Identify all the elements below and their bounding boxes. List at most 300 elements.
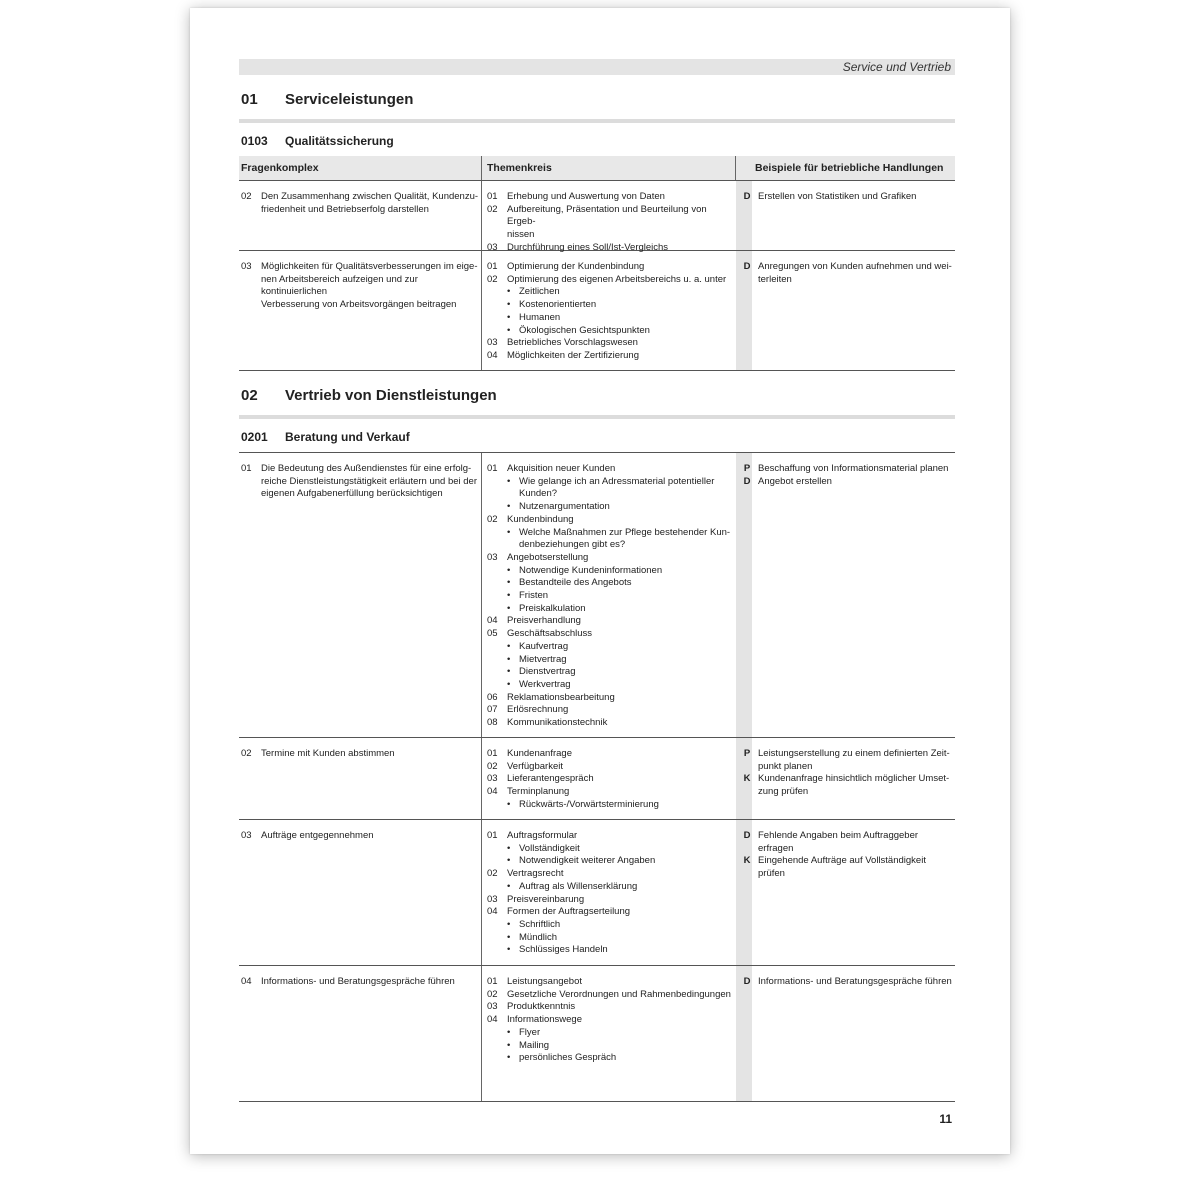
bullet-dot-icon	[507, 603, 519, 616]
topic-item	[487, 615, 736, 628]
bullet-text-line: Humanen	[519, 311, 561, 323]
topic-bullet	[487, 919, 736, 932]
bullet-dot-icon	[507, 654, 519, 667]
topics-cell	[482, 251, 736, 370]
table-row	[239, 966, 955, 1102]
question-text	[261, 976, 481, 989]
running-header: Service und Vertrieb	[239, 59, 955, 75]
topic-text-line: Preisverhandlung	[507, 615, 581, 627]
topic-text	[507, 463, 736, 476]
bullet-text-line: Kostenorientierten	[519, 299, 597, 311]
document-page	[190, 8, 1010, 1154]
action-type-letter: D	[743, 976, 751, 987]
question-text-line: friedenheit und Betriebserfolg darstellen	[261, 203, 429, 215]
topic-number: 03	[487, 551, 498, 563]
action-text	[755, 773, 955, 798]
bullet-text-line: Auftrag als Willenserklärung	[519, 880, 638, 892]
bullet-dot-icon	[507, 325, 519, 338]
topic-text-line: Verfügbarkeit	[507, 760, 563, 772]
topic-number: 04	[487, 615, 498, 627]
topic-item	[487, 261, 736, 274]
bullet-text	[519, 1040, 736, 1053]
bullet-text-line: Welche Maßnahmen zur Pflege bestehender Kun-	[519, 526, 731, 538]
bullet-dot-icon	[507, 679, 519, 692]
topic-text	[507, 274, 736, 287]
question-cell	[239, 820, 482, 965]
topic-text	[507, 1001, 736, 1014]
question-number: 03	[241, 830, 252, 841]
action-type-letter: P	[743, 463, 751, 474]
question-text	[261, 830, 481, 843]
topic-item	[487, 204, 736, 242]
topic-text	[507, 868, 736, 881]
question-text-line: eigenen Aufgabenerfüllung berücksichtigen	[261, 488, 443, 500]
action-text-line: Anregungen von Kunden aufnehmen und wei-	[758, 261, 952, 272]
topic-number: 05	[487, 628, 498, 640]
topic-item	[487, 830, 736, 843]
topic-item	[487, 274, 736, 287]
topic-number: 02	[487, 273, 498, 285]
topic-text	[507, 204, 736, 242]
question-text-line: Aufträge entgegennehmen	[261, 830, 374, 841]
bullet-text-line: Schriftlich	[519, 918, 561, 930]
topic-text	[507, 261, 736, 274]
topic-text	[507, 1014, 736, 1027]
question	[241, 830, 481, 843]
topic-bullet	[487, 501, 736, 514]
bullet-text-line: Wie gelange ich an Adressmaterial potentieller	[519, 475, 715, 487]
topics-cell	[482, 453, 736, 737]
topic-text	[507, 989, 736, 1002]
bullet-text	[519, 654, 736, 667]
action-type-letter: K	[743, 773, 751, 785]
topic-number: 03	[487, 241, 498, 253]
question	[241, 748, 481, 761]
question-number: 03	[241, 261, 252, 272]
action-item	[739, 191, 955, 204]
topic-number: 04	[487, 786, 498, 798]
subsection-heading	[239, 133, 955, 149]
question-text-line: Verbesserung von Arbeitsvorgängen beitragen	[261, 299, 457, 311]
actions-cell	[736, 181, 955, 250]
bullet-text	[519, 641, 736, 654]
topic-bullet	[487, 654, 736, 667]
topic-number: 06	[487, 691, 498, 703]
question-cell	[239, 966, 482, 1101]
topic-number: 08	[487, 717, 498, 729]
topic-text	[507, 514, 736, 527]
topic-bullet	[487, 312, 736, 325]
action-item	[739, 476, 955, 489]
bullet-dot-icon	[507, 286, 519, 299]
bullet-text	[519, 843, 736, 856]
action-text-line: Eingehende Aufträge auf Vollständigkeit prüfen	[758, 855, 926, 880]
bullet-text-line: Notwendigkeit weiterer Angaben	[519, 855, 656, 867]
bullet-text-line: Zeitlichen	[519, 286, 560, 298]
topic-item	[487, 989, 736, 1002]
topic-bullet	[487, 565, 736, 578]
topic-bullet	[487, 666, 736, 679]
question-number: 02	[241, 748, 252, 759]
bullet-text	[519, 590, 736, 603]
topic-bullet	[487, 855, 736, 868]
bullet-text-line: Mietvertrag	[519, 653, 567, 665]
bullet-text	[519, 1052, 736, 1065]
bullet-text-line: Schlüssiges Handeln	[519, 944, 608, 956]
bullet-text	[519, 881, 736, 894]
bullet-text-line: Flyer	[519, 1026, 541, 1038]
bullet-text	[519, 501, 736, 514]
topic-number: 04	[487, 906, 498, 918]
topic-item	[487, 337, 736, 350]
topic-text-line: Möglichkeiten der Zertifizierung	[507, 349, 640, 361]
topic-bullet	[487, 476, 736, 501]
bullet-text	[519, 565, 736, 578]
bullet-dot-icon	[507, 855, 519, 868]
topic-item	[487, 350, 736, 363]
bullet-text	[519, 312, 736, 325]
topic-number: 01	[487, 748, 498, 759]
topic-text	[507, 692, 736, 705]
topic-item	[487, 868, 736, 881]
topic-text-line: Erhebung und Auswertung von Daten	[507, 191, 665, 202]
action-item	[739, 855, 955, 880]
subsection-number: 0201	[241, 430, 268, 444]
topic-text-line: Gesetzliche Verordnungen und Rahmenbedingungen	[507, 988, 731, 1000]
topic-bullet	[487, 577, 736, 590]
action-type-letter: K	[743, 855, 751, 867]
topic-text	[507, 761, 736, 774]
topic-text	[507, 191, 736, 204]
topic-text-line: Kundenanfrage	[507, 748, 572, 759]
topic-text-line: Leistungsangebot	[507, 976, 583, 987]
question-text	[261, 463, 481, 501]
action-text	[755, 830, 955, 855]
section-divider	[239, 415, 955, 419]
question-text-line: reiche Dienstleistungstätigkeit erläutern und bei der	[261, 475, 477, 487]
action-text-line: Fehlende Angaben beim Auftraggeber erfragen	[758, 830, 919, 854]
topic-bullet	[487, 527, 736, 552]
bullet-dot-icon	[507, 476, 519, 501]
bullet-text	[519, 932, 736, 945]
topic-item	[487, 692, 736, 705]
topic-text-line: Lieferantengespräch	[507, 773, 594, 785]
topic-text-line: Optimierung des eigenen Arbeitsbereichs u. a. unter	[507, 273, 727, 285]
question-text-line: nen Arbeitsbereich aufzeigen und zur kontinuierlichen	[261, 273, 418, 298]
action-type-letter: D	[743, 830, 751, 841]
topic-bullet	[487, 881, 736, 894]
bullet-text-line: Preiskalkulation	[519, 602, 586, 614]
topic-item	[487, 748, 736, 761]
bullet-dot-icon	[507, 299, 519, 312]
bullet-text-line: denbeziehungen gibt es?	[519, 539, 626, 551]
bullet-dot-icon	[507, 799, 519, 812]
topic-number: 01	[487, 191, 498, 202]
topic-text	[507, 786, 736, 799]
section-heading	[239, 89, 955, 109]
topic-bullet	[487, 679, 736, 692]
topic-bullet	[487, 799, 736, 812]
actions-cell	[736, 738, 955, 819]
action-item	[739, 830, 955, 855]
action-text	[755, 261, 955, 286]
bullet-dot-icon	[507, 881, 519, 894]
topic-text-line: Geschäftsabschluss	[507, 628, 593, 640]
topic-bullet	[487, 1040, 736, 1053]
bullet-text-line: Fristen	[519, 590, 549, 602]
question-cell	[239, 738, 482, 819]
topic-number: 01	[487, 261, 498, 272]
section-title: Vertrieb von Dienstleistungen	[285, 386, 497, 404]
section-divider	[239, 119, 955, 123]
column-header-themenkreis: Themenkreis	[482, 156, 736, 180]
bullet-dot-icon	[507, 1052, 519, 1065]
bullet-text-line: Mündlich	[519, 931, 558, 943]
action-text	[755, 476, 955, 489]
topic-text-line: Produktkenntnis	[507, 1001, 576, 1013]
bullet-dot-icon	[507, 932, 519, 945]
bullet-dot-icon	[507, 1027, 519, 1040]
section-number: 02	[241, 386, 258, 404]
bullet-dot-icon	[507, 565, 519, 578]
bullet-text	[519, 666, 736, 679]
action-text	[755, 463, 955, 476]
question-number: 01	[241, 463, 252, 474]
topic-text-line: Optimierung der Kundenbindung	[507, 261, 645, 272]
topic-item	[487, 191, 736, 204]
action-text-line: Erstellen von Statistiken und Grafiken	[758, 191, 917, 202]
topic-number: 03	[487, 1001, 498, 1013]
bullet-text	[519, 799, 736, 812]
subsection-title: Qualitätssicherung	[285, 134, 394, 148]
bullet-dot-icon	[507, 919, 519, 932]
topic-item	[487, 1001, 736, 1014]
question-text-line: Informations- und Beratungsgespräche führen	[261, 976, 455, 987]
topic-text-line: Formen der Auftragserteilung	[507, 906, 631, 918]
topic-number: 02	[487, 513, 498, 525]
bullet-text	[519, 1027, 736, 1040]
topics-cell	[482, 738, 736, 819]
bullet-text	[519, 944, 736, 957]
bullet-text	[519, 325, 736, 338]
topic-text	[507, 748, 736, 761]
topic-text-line: Kommunikationstechnik	[507, 717, 608, 729]
topic-number: 04	[487, 1014, 498, 1026]
action-text	[755, 976, 955, 989]
topic-bullet	[487, 641, 736, 654]
question-text-line: Termine mit Kunden abstimmen	[261, 748, 395, 759]
action-text-line: Kundenanfrage hinsichtlich möglicher Umset-	[758, 773, 950, 785]
topic-item	[487, 552, 736, 565]
topic-bullet	[487, 932, 736, 945]
topic-bullet	[487, 843, 736, 856]
bullet-dot-icon	[507, 641, 519, 654]
action-item	[739, 463, 955, 476]
question-number: 04	[241, 976, 252, 987]
bullet-text-line: Dienstvertrag	[519, 666, 576, 678]
topic-text	[507, 773, 736, 786]
actions-cell	[736, 966, 955, 1101]
question-number: 02	[241, 191, 252, 202]
bullet-text-line: Werkvertrag	[519, 678, 571, 690]
topic-text	[507, 552, 736, 565]
topic-number: 03	[487, 893, 498, 905]
table-row	[239, 820, 955, 966]
question	[241, 976, 481, 989]
topics-cell	[482, 966, 736, 1101]
action-item	[739, 748, 955, 773]
bullet-text-line: persönliches Gespräch	[519, 1052, 617, 1064]
action-item	[739, 976, 955, 989]
action-text-line: Angebot erstellen	[758, 475, 832, 487]
question-cell	[239, 453, 482, 737]
topic-item	[487, 773, 736, 786]
topic-number: 02	[487, 760, 498, 772]
topic-text-line: Terminplanung	[507, 786, 570, 798]
bullet-text-line: Nutzenargumentation	[519, 501, 610, 513]
bullet-text-line: Mailing	[519, 1039, 550, 1051]
column-header-beispiele: Beispiele für betriebliche Handlungen	[755, 162, 944, 174]
topic-text	[507, 615, 736, 628]
action-text	[755, 748, 955, 773]
topic-text	[507, 894, 736, 907]
topic-item	[487, 704, 736, 717]
topic-text-line: Informationswege	[507, 1014, 582, 1026]
topic-item	[487, 717, 736, 730]
topic-item	[487, 786, 736, 799]
action-text-line: Informations- und Beratungsgespräche führen	[758, 976, 952, 987]
action-text-line: terleiten	[758, 273, 792, 285]
action-text	[755, 191, 955, 204]
actions-cell	[736, 251, 955, 370]
bullet-text-line: Ökologischen Gesichtspunkten	[519, 324, 650, 336]
topic-number: 03	[487, 773, 498, 785]
topic-text-line: Erlösrechnung	[507, 704, 569, 716]
action-text-line: Beschaffung von Informationsmaterial planen	[758, 463, 949, 474]
topic-text	[507, 337, 736, 350]
topic-text-line: Reklamationsbearbeitung	[507, 691, 615, 703]
topic-number: 04	[487, 349, 498, 361]
topic-number: 02	[487, 868, 498, 880]
topic-item	[487, 761, 736, 774]
action-text-line: zung prüfen	[758, 786, 809, 798]
topic-bullet	[487, 603, 736, 616]
table-row	[239, 251, 955, 371]
question-cell	[239, 181, 482, 250]
topic-item	[487, 514, 736, 527]
question	[241, 463, 481, 501]
bullet-text	[519, 527, 736, 552]
topic-number: 01	[487, 830, 498, 841]
topic-number: 02	[487, 203, 498, 215]
bullet-text-line: Kunden?	[519, 488, 558, 500]
topic-text-line: Akquisition neuer Kunden	[507, 463, 616, 474]
bullet-text-line: Rückwärts-/Vorwärtsterminierung	[519, 798, 659, 810]
bullet-text	[519, 299, 736, 312]
topic-bullet	[487, 1027, 736, 1040]
question-text-line: Die Bedeutung des Außendienstes für eine erfolg-	[261, 463, 472, 474]
table-column-header	[239, 156, 955, 181]
topic-item	[487, 628, 736, 641]
action-type-letter: D	[743, 261, 751, 272]
topic-text	[507, 830, 736, 843]
bullet-dot-icon	[507, 666, 519, 679]
bullet-dot-icon	[507, 843, 519, 856]
action-item	[739, 261, 955, 286]
topic-text-line: Kundenbindung	[507, 513, 574, 525]
topic-number: 07	[487, 704, 498, 716]
subsection-number: 0103	[241, 134, 268, 148]
topic-item	[487, 1014, 736, 1027]
question-text	[261, 191, 481, 216]
bullet-text	[519, 603, 736, 616]
topic-item	[487, 906, 736, 919]
bullet-text-line: Notwendige Kundeninformationen	[519, 564, 663, 576]
action-type-letter: D	[743, 475, 751, 487]
question	[241, 261, 481, 312]
question-text-line: Möglichkeiten für Qualitätsverbesserungen im eige-	[261, 261, 478, 272]
page-content	[239, 59, 955, 1102]
actions-cell	[736, 453, 955, 737]
bullet-dot-icon	[507, 1040, 519, 1053]
topic-bullet	[487, 286, 736, 299]
question-text-line: Den Zusammenhang zwischen Qualität, Kundenzu-	[261, 191, 479, 202]
section-number: 01	[241, 90, 258, 108]
bullet-dot-icon	[507, 527, 519, 552]
topic-number: 01	[487, 463, 498, 474]
subsection-title: Beratung und Verkauf	[285, 430, 410, 444]
question-text	[261, 261, 481, 312]
bullet-dot-icon	[507, 944, 519, 957]
bullet-text	[519, 855, 736, 868]
bullet-text	[519, 679, 736, 692]
bullet-text	[519, 476, 736, 501]
topic-item	[487, 894, 736, 907]
column-header-fragenkomplex: Fragenkomplex	[239, 156, 482, 180]
page-number: 11	[939, 1112, 952, 1126]
bullet-text-line: Bestandteile des Angebots	[519, 577, 632, 589]
question-text	[261, 748, 481, 761]
topic-text	[507, 704, 736, 717]
topic-bullet	[487, 590, 736, 603]
section-heading	[239, 385, 955, 405]
actions-cell	[736, 820, 955, 965]
bullet-dot-icon	[507, 577, 519, 590]
action-text	[755, 855, 955, 880]
question-cell	[239, 251, 482, 370]
question	[241, 191, 481, 216]
topic-text	[507, 350, 736, 363]
topic-bullet	[487, 325, 736, 338]
bullet-dot-icon	[507, 501, 519, 514]
bullet-text	[519, 577, 736, 590]
subsection-heading	[239, 429, 955, 445]
action-text-line: Leistungserstellung zu einem definierten Zeit-	[758, 748, 950, 759]
bullet-dot-icon	[507, 590, 519, 603]
table-row	[239, 738, 955, 820]
action-text-line: punkt planen	[758, 760, 813, 772]
topic-number: 02	[487, 988, 498, 1000]
topic-bullet	[487, 944, 736, 957]
topic-text	[507, 906, 736, 919]
table-row	[239, 453, 955, 738]
action-type-letter: D	[743, 191, 751, 202]
topic-text-line: Angebotserstellung	[507, 551, 589, 563]
bullet-dot-icon	[507, 312, 519, 325]
section-title: Serviceleistungen	[285, 90, 414, 108]
action-item	[739, 773, 955, 798]
action-type-letter: P	[743, 748, 751, 759]
